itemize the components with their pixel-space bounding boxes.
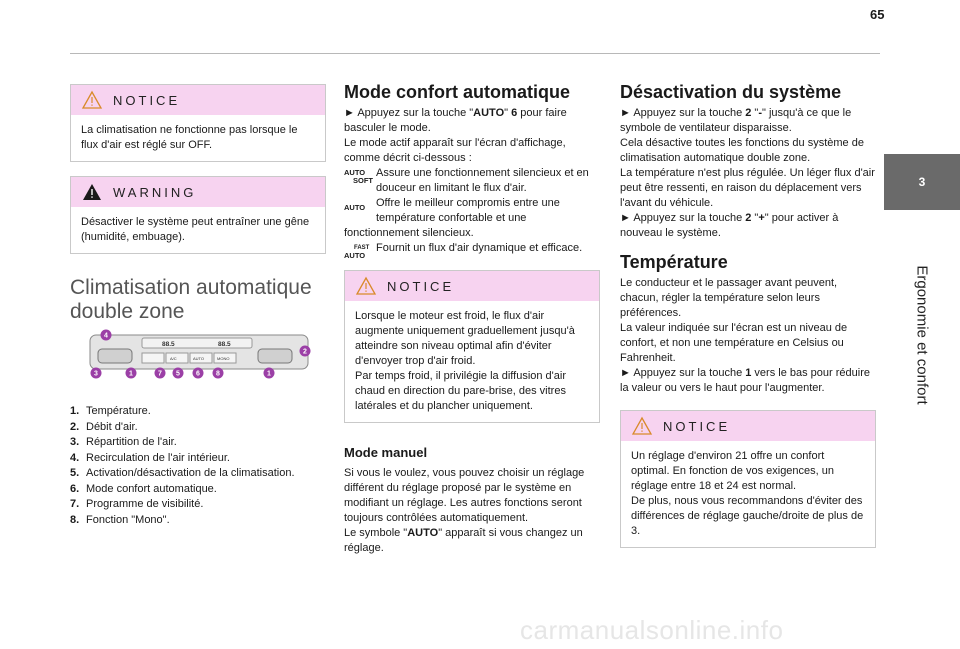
warning-text: Désactiver le système peut entraîner une gêne (humidité, embuage). [81, 216, 310, 243]
callout-7: 7 [158, 370, 162, 378]
header-rule [70, 53, 880, 54]
caution-outline-icon [631, 416, 653, 436]
column-middle [344, 82, 600, 556]
paragraph: La température n'est plus régulée. Un léger flux d'air peut être ressenti, en raison du déplacement vers l'avant du véhicule. [620, 167, 875, 209]
panel-btn-auto: AUTO [193, 356, 205, 361]
legend-item: 2. Débit d'air. [70, 420, 138, 433]
legend-item: 5. Activation/désactivation de la climatisation. [70, 467, 295, 479]
panel-btn-ac: A/C [170, 356, 177, 361]
paragraph: La valeur indiquée sur l'écran est un niveau de confort, et non une température en Celsius ou Fahrenheit. [620, 322, 848, 364]
mode-normal [344, 196, 600, 241]
notice-title: NOTICE [387, 278, 455, 294]
notice-title: NOTICE [113, 92, 181, 108]
notice-box [620, 410, 876, 548]
paragraph: Cela désactive toutes les fonctions du système de climatisation automatique double zone. [620, 137, 864, 164]
paragraph: Le conducteur et le passager avant peuvent, chacun, régler la température selon leurs préférences. [620, 277, 838, 319]
mode-text: Offre le meilleur compromis entre une température confortable et une fonctionnement silencieux. [344, 197, 560, 239]
mode-text: Fournit un flux d'air dynamique et efficace. [376, 242, 583, 254]
notice-header [345, 271, 599, 301]
column-right [620, 82, 876, 548]
column-left [70, 84, 326, 324]
section-title-line1: Climatisation automatique [70, 276, 312, 299]
notice-box [70, 84, 326, 162]
page-number: 65 [870, 7, 885, 22]
paragraph: ► Appuyez sur la touche 1 vers le bas pour réduire la valeur ou vers le haut pour l'augmenter. [620, 367, 870, 394]
notice-header [71, 85, 325, 115]
warning-icon [81, 182, 103, 202]
paragraph: Le mode actif apparaît sur l'écran d'affichage, comme décrit ci-dessous : [344, 137, 566, 164]
section-title [70, 276, 326, 324]
callout-8: 8 [216, 370, 220, 378]
mode-text: Assure une fonctionnement silencieux et en douceur en limitant le flux d'air. [376, 167, 589, 194]
caution-outline-icon [81, 90, 103, 110]
notice-text: Un réglage d'environ 21 offre un confort optimal. En fonction de vos exigences, un réglage entre 18 et 24 est normal. De plus, nous vous recommandons d'éviter des différences de réglage gauche/droite de plus de 3. [631, 450, 864, 537]
callout-3: 3 [94, 370, 98, 378]
legend-item: 3. Répartition de l'air. [70, 436, 177, 448]
legend-item: 8. Fonction "Mono". [70, 513, 170, 526]
legend-item: 7. Programme de visibilité. [70, 498, 204, 510]
callout-1-left: 1 [129, 370, 133, 378]
paragraph: ► Appuyez sur la touche 2 "+" pour activer à nouveau le système. [620, 212, 839, 239]
auto-icon: AUTO [344, 203, 366, 212]
paragraph: ► Appuyez sur la touche 2 "-" jusqu'à ce que le symbole de ventilateur disparaisse. [620, 107, 852, 134]
watermark: carmanualsonline.info [520, 615, 784, 645]
callout-4: 4 [104, 332, 108, 340]
callout-1-right: 1 [267, 370, 271, 378]
section-heading: Température [620, 252, 728, 272]
paragraph: ► Appuyez sur la touche "AUTO" 6 pour faire basculer le mode. [344, 107, 567, 134]
warning-box [70, 176, 326, 254]
notice-box [344, 270, 600, 423]
subheading: Mode manuel [344, 445, 428, 460]
warning-title: WARNING [113, 184, 197, 200]
panel-btn-mono: MONO [217, 356, 230, 361]
legend-item: 4. Recirculation de l'air intérieur. [70, 451, 230, 464]
caution-outline-icon [355, 276, 377, 296]
chapter-tab[interactable]: 3 [884, 154, 960, 210]
warning-header [71, 177, 325, 207]
callout-2: 2 [303, 348, 307, 356]
auto-soft-icon: AUTO SOFT [344, 168, 373, 185]
callout-5: 5 [176, 370, 180, 378]
paragraph: Si vous le voulez, vous pouvez choisir un réglage différent du réglage proposé par le système en modifiant un réglage. Les autres fonctions seront toujours contrôlées automatiquement. [344, 467, 585, 524]
mode-soft [344, 166, 600, 196]
climate-control-panel [86, 329, 312, 381]
mode-fast [344, 241, 600, 260]
chapter-title: Ergonomie et confort [913, 265, 931, 405]
notice-text: La climatisation ne fonctionne pas lorsque le flux d'air est réglé sur OFF. [81, 124, 298, 151]
section-heading: Désactivation du système [620, 82, 842, 102]
panel-illustration [86, 329, 312, 381]
fast-auto-icon: FAST AUTO [344, 245, 370, 260]
legend-item: 6. Mode confort automatique. [70, 482, 217, 495]
paragraph: Le symbole "AUTO" apparaît si vous changez un réglage. [344, 527, 583, 554]
legend-item: 1. Température. [70, 405, 151, 417]
legend [70, 405, 326, 529]
chapter-side-label [884, 210, 960, 460]
section-title-line2: double zone [70, 300, 185, 323]
notice-header [621, 411, 875, 441]
notice-title: NOTICE [663, 418, 731, 434]
section-heading: Mode confort automatique [344, 82, 570, 102]
panel-left-temp: 88.5 [162, 341, 175, 348]
notice-text: Lorsque le moteur est froid, le flux d'air augmente uniquement graduellement jusqu'à atteindre son niveau optimal afin d'éviter d'envoyer trop d'air froid. Par temps froid, il privilégie la diffusion d'air chaud en direction du pare-brise, des vitres latérales et du plancher uniquement. [355, 310, 575, 412]
panel-right-temp: 88.5 [218, 341, 231, 348]
callout-6: 6 [196, 370, 200, 378]
